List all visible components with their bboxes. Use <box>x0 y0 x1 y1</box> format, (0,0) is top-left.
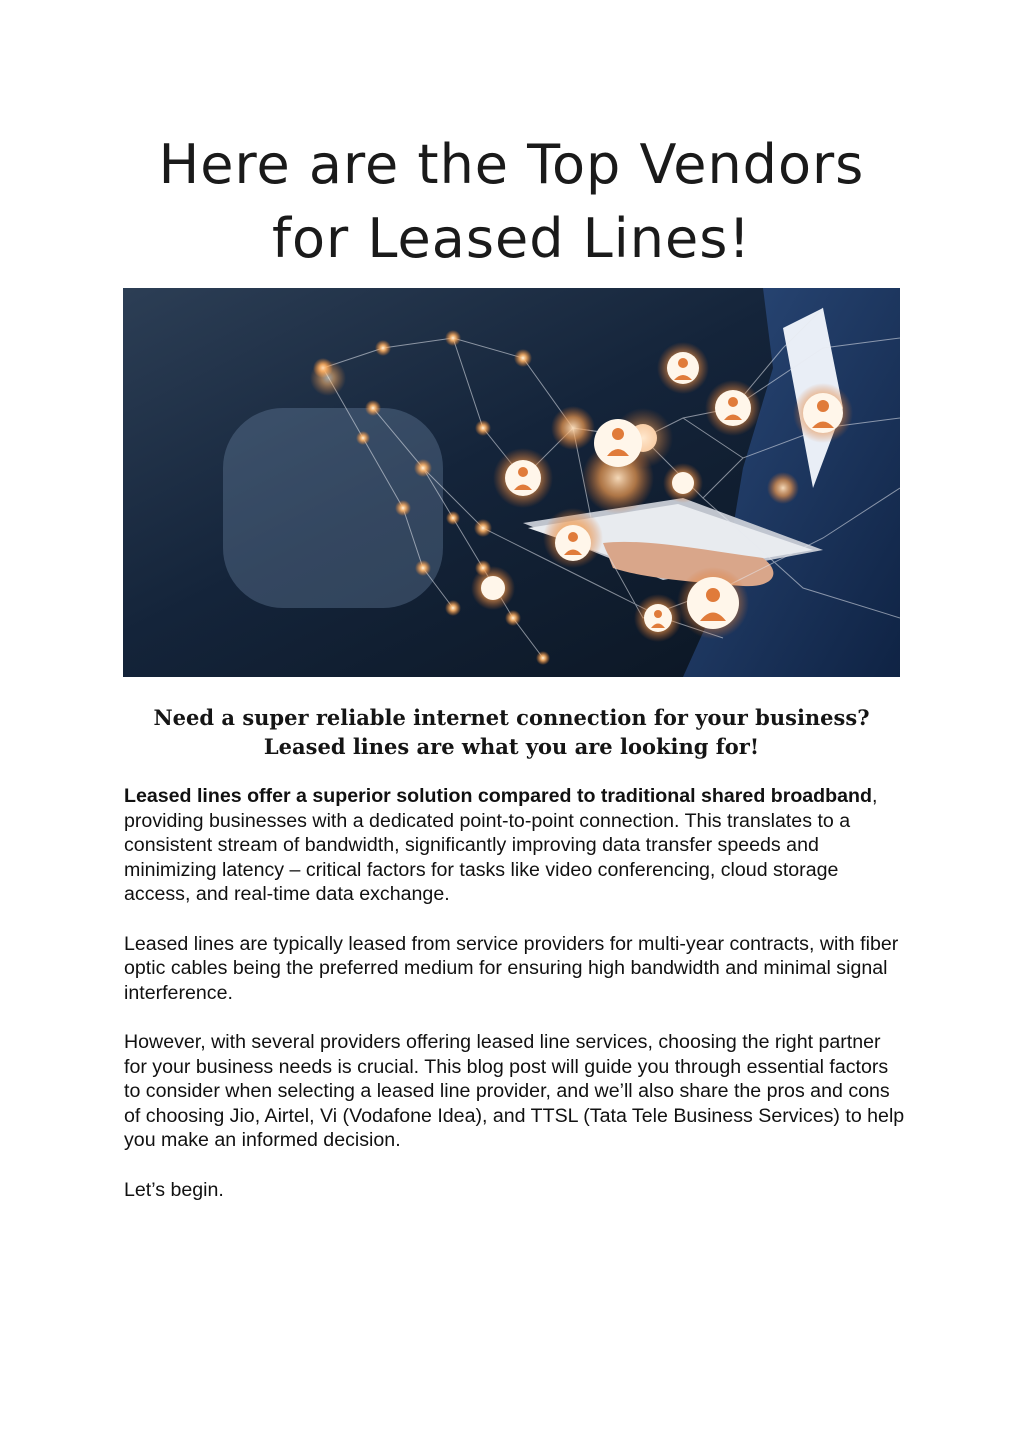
paragraph-intro-bold: Leased lines offer a superior solution compared to traditional shared broadband <box>124 785 872 807</box>
hero-image <box>123 288 900 677</box>
paragraph-intro <box>124 784 906 907</box>
paragraph-begin: Let’s begin. <box>124 1178 224 1201</box>
network-people-illustration <box>123 288 900 677</box>
title-line-1: Here are the Top Vendors <box>158 133 865 196</box>
paragraph-providers: However, with several providers offering leased line services, choosing the right partner for your business needs is crucial. This blog post will guide you through essential factors to consider when selecting a leased line provider, and we’ll also share the pros and cons of choosing Jio, Airtel, Vi (Vodafone Idea), and TTSL (Tata Tele Business Services) to help you make an informed decision. <box>124 1030 905 1152</box>
subtitle-line-2: Leased lines are what you are looking for! <box>263 734 760 759</box>
article-body <box>124 784 906 1227</box>
page-title <box>80 128 943 276</box>
title-line-2: for Leased Lines! <box>272 207 751 270</box>
paragraph-contracts: Leased lines are typically leased from service providers for multi-year contracts, with fiber optic cables being the preferred medium for ensuring high bandwidth and minimal signal interference. <box>124 932 899 1004</box>
subtitle-line-1: Need a super reliable internet connection for your business? <box>153 705 870 730</box>
subtitle <box>100 703 923 761</box>
paragraph-intro-rest: , providing businesses with a dedicated point-to-point connection. This translates to a consistent stream of bandwidth, significantly improving data transfer speeds and minimizing latency – critical factors for tasks like video conferencing, cloud storage access, and real-time data exchange. <box>124 785 878 906</box>
